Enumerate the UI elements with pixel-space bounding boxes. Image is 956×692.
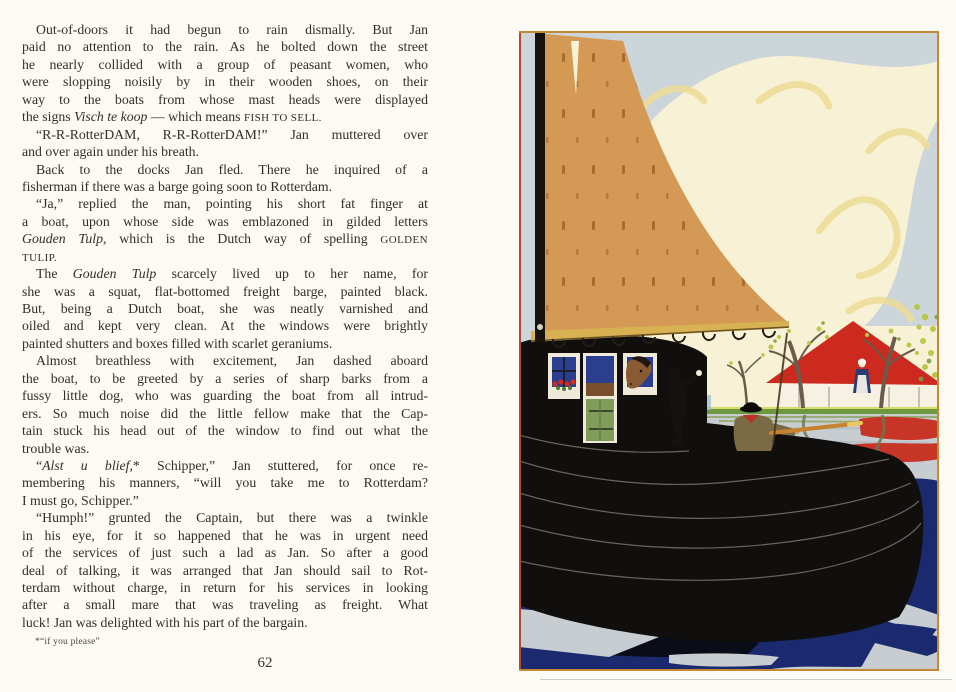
- paragraph: [22, 21, 428, 126]
- text-line: Gouden Tulp, which is the Dutch way of spelling GOLDEN: [22, 231, 428, 247]
- text-line: Back to the docks Jan fled. There he inquired of a: [36, 161, 428, 177]
- text-line: a boat, upon whose side was emblazoned in gilded letters: [22, 213, 428, 229]
- text-line: “Humph!” grunted the Captain, but there was a twinkle: [36, 510, 428, 526]
- text-line: terdam without charge, in return for his services in looking: [22, 580, 428, 595]
- paragraph: [22, 161, 428, 196]
- text-column: [22, 21, 428, 631]
- text-line: deal of talking, it was arranged that Jan should sail to Rot-: [22, 562, 428, 578]
- text-line: “Alst u blief,* Schipper,” Jan stuttered, for once re-: [36, 457, 428, 473]
- paragraph: [22, 509, 428, 631]
- barge-canal-illustration: [519, 31, 939, 671]
- text-line: membering his manners, “will you take me to Rotterdam?: [22, 475, 428, 491]
- text-line: “R-R-RotterDAM, R-R-RotterDAM!” Jan muttered over: [36, 126, 428, 142]
- text-line: after a small mare that was traveling as freight. What: [22, 597, 428, 613]
- text-line: the signs Visch te koop — which means FISH TO SELL.: [22, 109, 322, 125]
- text-line: way to the boats from whose mast heads were displayed: [22, 91, 428, 107]
- dutch-door: [583, 353, 617, 443]
- facing-page-edge: [540, 679, 952, 680]
- text-line: he nearly collided with a group of peasant women, who: [22, 56, 428, 72]
- text-line: fussy little dog, who was guarding the boat from all intrud-: [22, 388, 428, 404]
- mast: [535, 33, 545, 343]
- text-line: the boat, to be greeted by a series of sharp barks from a: [22, 370, 428, 386]
- text-line: were slopping noisily by in their wooden shoes, on their: [22, 74, 428, 90]
- text-line: Almost breathless with excitement, Jan dashed aboard: [36, 353, 428, 369]
- paragraph: [22, 195, 428, 265]
- text-line: fisherman if there was a barge going soon to Rotterdam.: [22, 178, 333, 194]
- text-line: Out-of-doors it had begun to rain dismally. But Jan: [36, 22, 428, 37]
- paragraph: [22, 126, 428, 161]
- text-line: trouble was.: [22, 440, 90, 456]
- paragraph: [22, 265, 428, 352]
- text-line: tain stuck his head out of the window to find out what the: [22, 423, 428, 439]
- text-line: and over again under his breath.: [22, 144, 199, 160]
- text-line: she was a squat, flat-bottomed freight barge, painted black.: [22, 283, 428, 299]
- text-line: The Gouden Tulp scarcely lived up to her name, for: [36, 266, 428, 282]
- paragraph: [22, 457, 428, 509]
- text-line: painted shutters and boxes filled with scarlet geraniums.: [22, 335, 333, 351]
- text-line: But, being a Dutch boat, she was neatly varnished and: [22, 301, 428, 316]
- text-line: I must go, Schipper.”: [22, 492, 139, 508]
- text-line: luck! Jan was delighted with his part of the bargain.: [22, 614, 308, 630]
- text-line: TULIP.: [22, 251, 58, 264]
- page-number: 62: [257, 655, 273, 671]
- text-line: paid no attention to the rain. As he bolted down the street: [22, 39, 428, 55]
- text-line: in his eye, for it so happened that he was in urgent need: [22, 527, 428, 543]
- text-line: ers. So much noise did the little fellow make that the Cap-: [22, 405, 428, 421]
- text-line: oiled and kept very clean. At the windows were brightly: [22, 318, 428, 334]
- text-line: “Ja,” replied the man, pointing his short fat finger at: [36, 196, 428, 212]
- paragraph: [22, 352, 428, 457]
- text-line: of the services of just such a lad as Jan. So after a good: [22, 545, 428, 561]
- illustration-page: [519, 31, 939, 671]
- horse-window: [623, 353, 657, 395]
- footnote: *“if you please”: [35, 637, 100, 647]
